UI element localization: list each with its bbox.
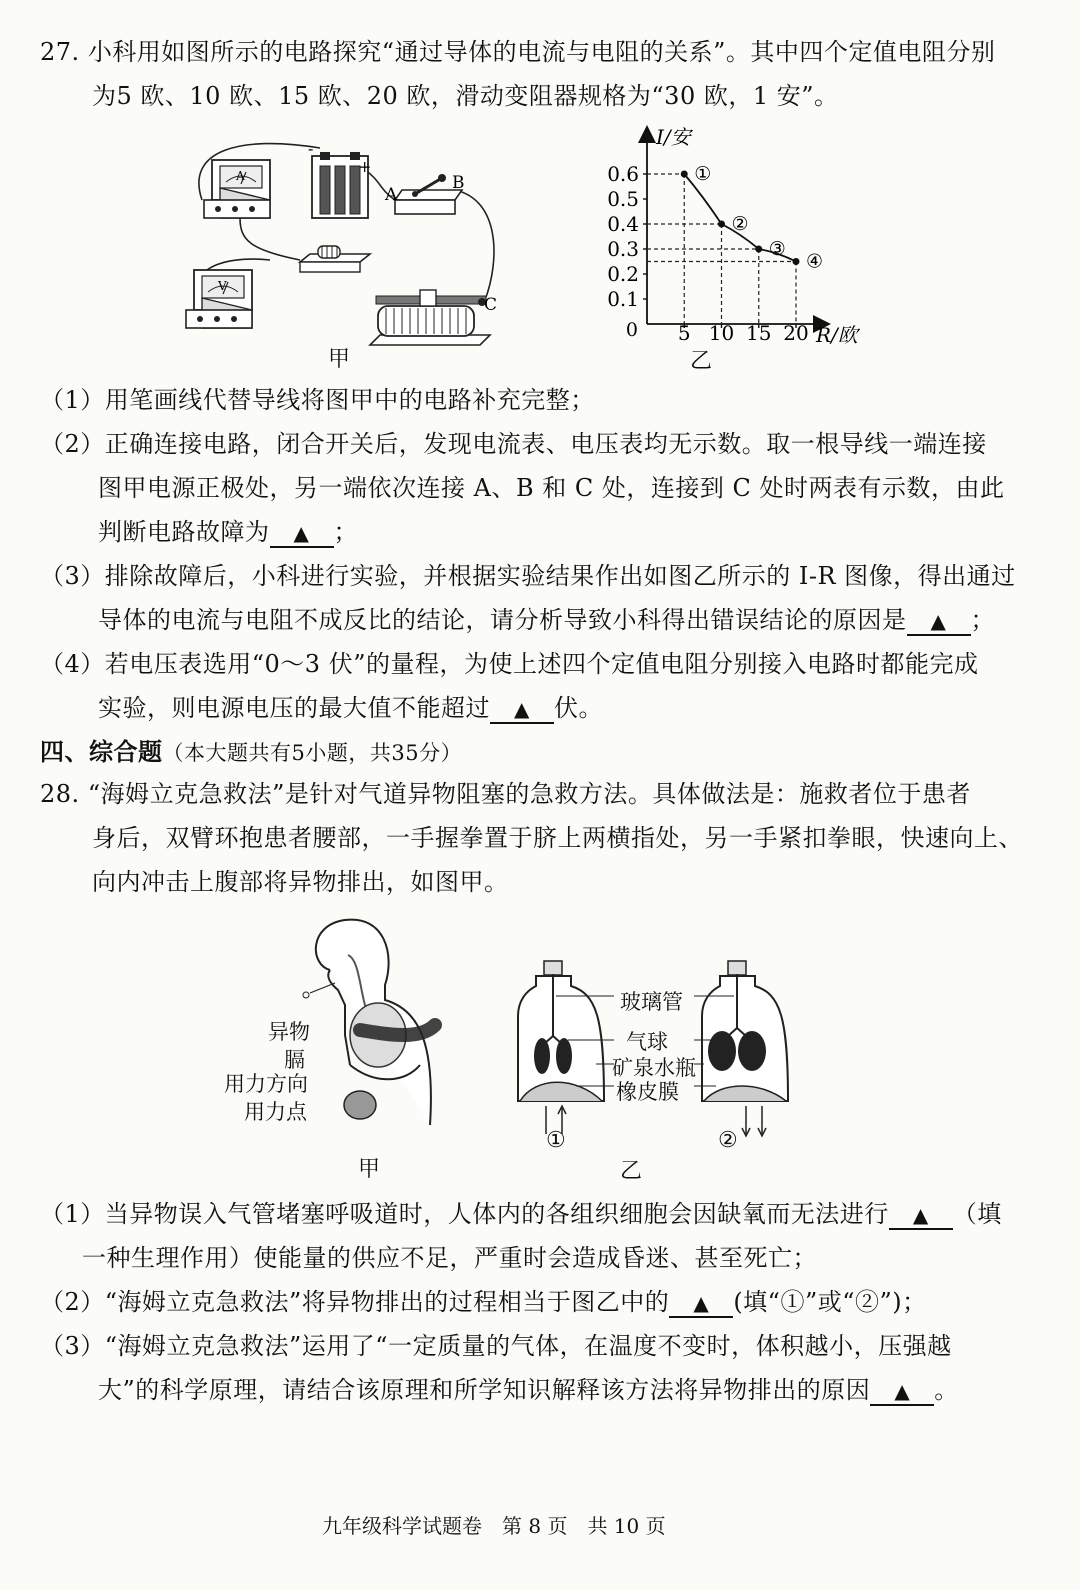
q28-label-force-direction: 用力方向 [224, 1072, 308, 1096]
q28-part3-text2a: 大”的科学原理，请结合该原理和所学知识解释该方法将异物排出的原因 [98, 1376, 871, 1404]
q27-part4-line1: （4）若电压表选用“0～3 伏”的量程，为使上述四个定值电阻分别接入电路时都能完成 [40, 650, 979, 678]
q27-part2-text3b: ； [333, 518, 358, 546]
q28-stem-line3: 向内冲击上腹部将异物排出，如图甲。 [92, 868, 509, 896]
answer-triangle-icon: ▲ [930, 609, 947, 633]
q27-number: 27. [40, 38, 80, 66]
q27-part3-answer-blank[interactable] [907, 607, 971, 636]
q27-stem-line1 [40, 36, 995, 68]
bottle-model-1-icon [516, 961, 606, 1134]
point-a-label: A [385, 185, 398, 205]
origin-label: 0 [625, 319, 638, 341]
x-axis-label: R/欧 [816, 323, 858, 347]
battery-minus-label: - [308, 139, 314, 158]
q28-part1-line2: 一种生理作用）使能量的供应不足，严重时会造成昏迷、甚至死亡； [82, 1244, 817, 1272]
y-axis-label: I/安 [656, 125, 691, 149]
voltmeter-symbol: V [218, 279, 227, 293]
q27-part2-answer-blank[interactable] [270, 519, 334, 548]
heimlich-drawing [290, 915, 450, 1145]
ammeter-symbol: A [236, 169, 245, 183]
answer-triangle-icon: ▲ [293, 521, 310, 545]
fixed-resistor-icon [300, 246, 370, 272]
q28-label-balloon: 气球 [626, 1030, 668, 1054]
q27-circuit-figure [180, 130, 520, 360]
section4-heading [40, 736, 462, 769]
q28-label-rubber-membrane: 橡皮膜 [616, 1080, 679, 1104]
data-point-label: ② [731, 213, 749, 235]
q27-fig2-caption: 乙 [690, 349, 713, 374]
q28-heimlich-figure [290, 915, 450, 1145]
answer-triangle-icon: ▲ [894, 1379, 911, 1403]
data-point [755, 246, 762, 253]
data-point [793, 258, 800, 265]
q28-fig1-caption: 甲 [358, 1157, 381, 1182]
q27-ir-chart [600, 122, 880, 372]
q28-stem-text1: “海姆立克急救法”是针对气道异物阻塞的急救方法。具体做法是：施救者位于患者 [87, 780, 971, 808]
section4-title: 四、综合题 [40, 737, 163, 766]
q28-part2-line [40, 1286, 927, 1318]
q28-fig2-caption: 乙 [620, 1159, 643, 1184]
rheostat-icon [370, 290, 490, 345]
y-tick-label: 0.2 [607, 262, 639, 286]
data-point [681, 171, 688, 178]
q27-fig1-caption: 甲 [328, 347, 351, 372]
q27-part2-line3 [98, 516, 358, 548]
q28-fig2-sub2: ② [718, 1128, 738, 1153]
q28-stem-line1 [40, 778, 971, 810]
q27-part3-line2 [98, 604, 995, 636]
data-point [718, 221, 725, 228]
q27-part4-text2a: 实验，则电源电压的最大值不能超过 [98, 694, 490, 722]
q28-part1-text1b: （填 [952, 1200, 1002, 1228]
q27-part4-answer-blank[interactable] [490, 695, 554, 724]
q28-stem-line2: 身后，双臂环抱患者腰部，一手握拳置于脐上两横指处，另一手紧扣拳眼，快速向上、 [92, 824, 1023, 852]
q28-label-force-point: 用力点 [244, 1100, 307, 1124]
q28-part2-text-a: （2）“海姆立克急救法”将异物排出的过程相当于图乙中的 [40, 1288, 670, 1316]
answer-triangle-icon: ▲ [912, 1203, 929, 1227]
circuit-drawing [180, 130, 520, 360]
q28-part1-line1 [40, 1198, 1002, 1230]
q28-label-foreign-body: 异物 [268, 1020, 310, 1044]
q27-part4-line2 [98, 692, 603, 724]
q28-part2-answer-blank[interactable] [669, 1289, 733, 1318]
x-tick-label: 15 [746, 321, 772, 345]
q28-fig2-sub1: ① [546, 1128, 566, 1153]
q27-part2-text3a: 判断电路故障为 [98, 518, 270, 546]
data-point-label: ③ [768, 238, 786, 260]
q28-label-glass-tube: 玻璃管 [620, 990, 683, 1014]
q27-part2-line1: （2）正确连接电路，闭合开关后，发现电流表、电压表均无示数。取一根导线一端连接 [40, 430, 987, 458]
q28-part1-text1a: （1）当异物误入气管堵塞呼吸道时，人体内的各组织细胞会因缺氧而无法进行 [40, 1200, 889, 1228]
q27-part2-line2: 图甲电源正极处，另一端依次连接 A、B 和 C 处，连接到 C 处时两表有示数，由此 [98, 474, 1005, 502]
y-tick-label: 0.6 [607, 162, 639, 186]
q28-part3-text2b: 。 [934, 1376, 959, 1404]
ir-chart-svg [600, 122, 880, 372]
bottle-model-2-icon [702, 961, 788, 1136]
y-tick-label: 0.5 [607, 187, 639, 211]
point-b-label: B [452, 173, 465, 193]
q28-label-diaphragm: 膈 [284, 1048, 305, 1072]
q28-number: 28. [40, 780, 80, 808]
answer-triangle-icon: ▲ [693, 1291, 710, 1315]
section4-note: （本大题共有5小题，共35分） [162, 741, 463, 765]
q28-part3-line1: （3）“海姆立克急救法”运用了“一定质量的气体，在温度不变时，体积越小，压强越 [40, 1332, 952, 1360]
q27-stem-line2: 为5 欧、10 欧、15 欧、20 欧，滑动变阻器规格为“30 欧，1 安”。 [92, 82, 839, 110]
q28-part3-answer-blank[interactable] [870, 1377, 934, 1406]
q27-part4-text2b: 伏。 [554, 694, 603, 722]
answer-triangle-icon: ▲ [514, 697, 530, 721]
q27-part3-text2b: ； [970, 606, 995, 634]
x-tick-label: 20 [783, 321, 809, 345]
data-point-label: ④ [806, 250, 824, 273]
q28-part2-text-b: (填“①”或“②”)； [733, 1288, 927, 1316]
x-tick-label: 5 [677, 321, 691, 345]
y-tick-label: 0.3 [607, 237, 639, 261]
q28-label-bottle: 矿泉水瓶 [612, 1056, 696, 1080]
q27-stem-text1: 小科用如图所示的电路探究“通过导体的电流与电阻的关系”。其中四个定值电阻分别 [87, 38, 996, 66]
q28-part3-line2 [98, 1374, 959, 1406]
page-footer: 九年级科学试题卷 第 8 页 共 10 页 [322, 1514, 666, 1538]
q27-part3-text2a: 导体的电流与电阻不成反比的结论，请分析导致小科得出错误结论的原因是 [98, 606, 907, 634]
y-tick-label: 0.1 [607, 287, 639, 311]
y-tick-label: 0.4 [607, 212, 639, 236]
data-point-label: ① [694, 163, 712, 185]
point-c-label: C [484, 295, 498, 315]
battery-plus-label: + [358, 157, 372, 176]
q28-part1-answer-blank[interactable] [889, 1201, 953, 1230]
q27-part3-line1: （3）排除故障后，小科进行实验，并根据实验结果作出如图乙所示的 I-R 图像，得出通过 [40, 562, 1016, 590]
q27-part1: （1）用笔画线代替导线将图甲中的电路补充完整； [40, 386, 595, 414]
x-tick-label: 10 [708, 321, 735, 345]
